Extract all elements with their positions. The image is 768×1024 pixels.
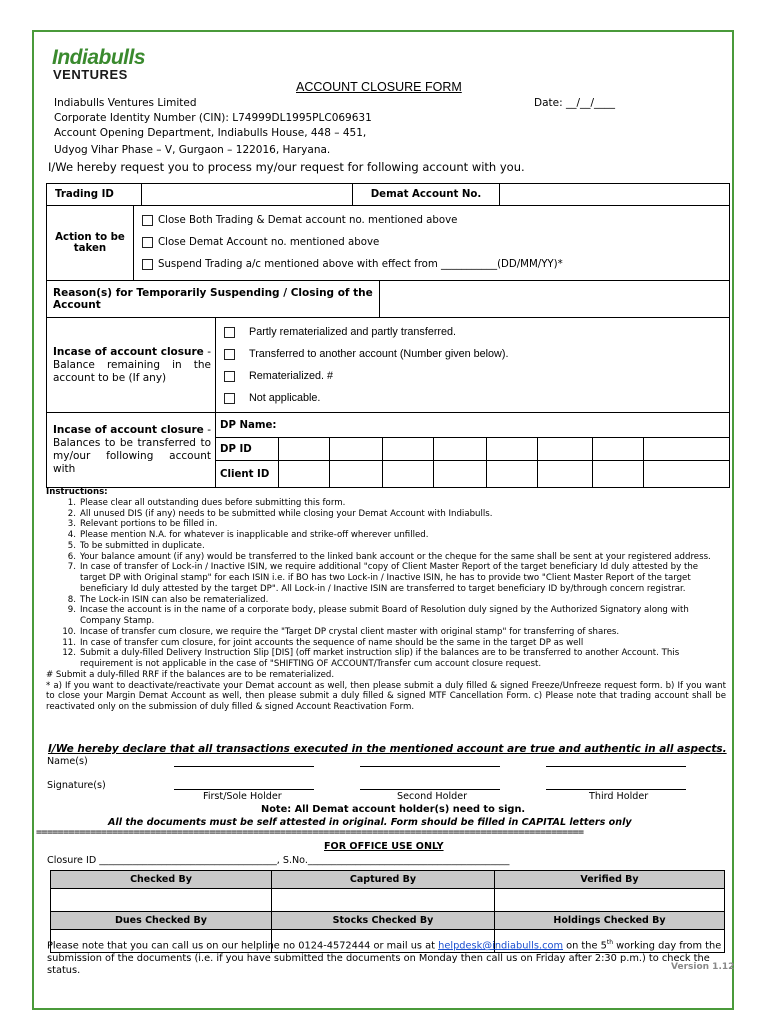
closure-balance-section: [46, 317, 730, 413]
transfer-account-section: [46, 412, 730, 488]
dp-id-box[interactable]: [383, 438, 434, 461]
form-title: ACCOUNT CLOSURE FORM: [296, 80, 462, 94]
trading-id-input[interactable]: [142, 184, 353, 206]
checkbox[interactable]: [224, 393, 235, 404]
checkbox[interactable]: [142, 237, 153, 248]
header-checked-by: Checked By: [51, 871, 272, 889]
instruction-text: Relevant portions to be filled in.: [80, 519, 218, 530]
client-id-box[interactable]: [434, 461, 487, 488]
note-rematerialize: # Submit a duly-filled RRF if the balances are to be rematerialized.: [46, 669, 335, 680]
header-dues-checked-by: Dues Checked By: [51, 912, 272, 930]
instruction-number: 3.: [67, 519, 76, 530]
dp-id-box[interactable]: [487, 438, 538, 461]
instruction-number: 11.: [62, 637, 76, 648]
instruction-text: Submit a duly-filled Delivery Instruction Slip [DIS] (off market instruction slip) if the balances are to be transferred to another Account. This requirement is not applicable in the case of "SHIFTING OF ACCOUNT/Transfer cum account closure request.: [80, 648, 680, 669]
checkbox[interactable]: [142, 215, 153, 226]
name-line-first[interactable]: [174, 766, 314, 767]
signature-note: Note: All Demat account holder(s) need to sign.: [261, 804, 526, 815]
instruction-item: [46, 627, 726, 638]
holder-label-second: Second Holder: [397, 791, 468, 802]
closure-balance-label: Incase of account closure -Balance remaining in the account to be (If any): [47, 318, 216, 413]
reason-input[interactable]: [380, 281, 730, 318]
instruction-text: Incase the account is in the name of a corporate body, please submit Board of Resolution duly signed by the Authorized Signatory along with Company Stamp.: [80, 605, 689, 626]
instruction-number: 10.: [62, 626, 76, 637]
dp-id-box[interactable]: [330, 438, 383, 461]
instruction-number: 4.: [67, 530, 76, 540]
instruction-item: [46, 541, 726, 552]
helpdesk-email-link[interactable]: helpdesk@indiabulls.com: [438, 940, 563, 952]
instruction-item: [46, 638, 726, 649]
action-option-suspend-trading[interactable]: Suspend Trading a/c mentioned above with effect from ___________(DD/MM/YY)*: [142, 254, 729, 276]
closure-option-rematerialized[interactable]: Rematerialized. #: [224, 365, 729, 387]
signature-line-second[interactable]: [360, 789, 500, 790]
instructions-list: [46, 498, 726, 670]
action-option-close-demat[interactable]: Close Demat Account no. mentioned above: [142, 232, 729, 254]
version-label: Version 1.12: [671, 962, 735, 972]
request-statement: I/We hereby request you to process my/our request for following account with you.: [48, 160, 525, 174]
instruction-number: 2.: [67, 508, 76, 519]
client-id-box[interactable]: [593, 461, 644, 488]
instruction-number: 12.: [62, 648, 76, 659]
dp-id-box[interactable]: [593, 438, 644, 461]
closure-option-partly[interactable]: Partly rematerialized and partly transferred.: [224, 321, 729, 343]
company-cin: Corporate Identity Number (CIN): L74999DL1995PLC069631: [54, 112, 372, 124]
instruction-text: The Lock-in ISIN can also be rematerialized.: [80, 594, 269, 605]
instruction-number: 6.: [67, 551, 76, 562]
instruction-number: 5.: [67, 540, 76, 551]
office-use-title: FOR OFFICE USE ONLY: [324, 841, 444, 852]
brand-logo-subtitle: VENTURES: [53, 67, 128, 82]
helpline-footer: Please note that you can call us on our helpline no 0124-4572444 or mail us at helpdesk@indiabulls.com on the 5th working day from the submission of the documents (i.e. if you have submitted the documents on Monday then call us on Friday after 2:30 p.m.) to check the status.: [47, 939, 722, 976]
dp-id-box[interactable]: [644, 438, 730, 461]
brand-logo-wordmark: Indiabulls: [52, 46, 146, 69]
dp-name-field[interactable]: DP Name:: [216, 413, 730, 438]
closure-id-line[interactable]: Closure ID _____________________________________, S.No.__________________________________________: [47, 855, 510, 866]
closure-option-not-applicable[interactable]: Not applicable.: [224, 387, 729, 409]
account-ids-row: [46, 183, 730, 206]
checkbox[interactable]: [224, 371, 235, 382]
instruction-item: [46, 552, 726, 563]
instruction-item: [46, 648, 726, 670]
signatures-label: Signature(s): [47, 780, 106, 791]
date-field[interactable]: Date: __/__/____: [534, 97, 616, 109]
dp-id-box[interactable]: [538, 438, 593, 461]
instruction-text: Incase of transfer cum closure, we require the "Target DP crystal client master with original stamp" for transferring of shares.: [80, 626, 620, 637]
instruction-text: In case of transfer cum closure, for joint accounts the sequence of name should be the same in the target DP as well: [80, 637, 584, 648]
instruction-text: Please clear all outstanding dues before submitting this form.: [80, 497, 346, 508]
demat-account-label: Demat Account No.: [353, 184, 500, 206]
action-section: [46, 205, 730, 281]
checked-by-cell[interactable]: [51, 889, 272, 912]
client-id-box[interactable]: [644, 461, 730, 488]
dp-id-box[interactable]: [279, 438, 330, 461]
client-id-label: Client ID: [216, 461, 279, 488]
client-id-box[interactable]: [487, 461, 538, 488]
instruction-text: In case of transfer of Lock-in / Inactive ISIN, we require additional "copy of Client Master Report of the target beneficiary Id duly attested by the target DP with Original stamp" for each ISIN i.e. if BO has two Lock-in / Inactive ISIN, he has to provide two "Client Master Report of the target beneficiary Id duly attested by the target DP". All Lock-in / Inactive ISIN are transferred to target beneficiary ID by/through concern registrar.: [80, 562, 699, 594]
action-label: Action to be taken: [47, 206, 134, 281]
header-captured-by: Captured By: [272, 871, 495, 889]
instruction-number: 8.: [67, 594, 76, 605]
checkbox[interactable]: [224, 349, 235, 360]
header-verified-by: Verified By: [495, 871, 725, 889]
names-label: Name(s): [47, 756, 88, 767]
holder-label-third: Third Holder: [589, 791, 649, 802]
client-id-box[interactable]: [538, 461, 593, 488]
instruction-item: [46, 530, 726, 541]
dp-id-label: DP ID: [216, 438, 279, 461]
instruction-item: [46, 605, 726, 627]
signature-line-third[interactable]: [546, 789, 686, 790]
instruction-item: [46, 562, 726, 594]
holder-label-first: First/Sole Holder: [203, 791, 282, 802]
trading-id-label: Trading ID: [47, 184, 142, 206]
reason-label: Reason(s) for Temporarily Suspending / Closing of the Account: [47, 281, 380, 318]
verified-by-cell[interactable]: [495, 889, 725, 912]
reason-section: [46, 280, 730, 318]
instruction-item: [46, 509, 726, 520]
company-name: Indiabulls Ventures Limited: [54, 97, 197, 109]
signature-line-first[interactable]: [174, 789, 314, 790]
captured-by-cell[interactable]: [272, 889, 495, 912]
instruction-item: [46, 498, 726, 509]
instruction-item: [46, 595, 726, 606]
checkbox[interactable]: [142, 259, 153, 270]
instruction-number: 1.: [67, 497, 76, 508]
separator-line: =====================================================================================================: [36, 827, 584, 838]
client-id-box[interactable]: [330, 461, 383, 488]
company-address-line1: Account Opening Department, Indiabulls House, 448 – 451,: [54, 127, 367, 139]
instruction-text: All unused DIS (if any) needs to be submitted while closing your Demat Account with Indiabulls.: [80, 508, 493, 519]
instructions-block: [46, 487, 726, 713]
attestation-note: All the documents must be self attested in original. Form should be filled in CAPITAL letters only: [108, 817, 632, 828]
dp-id-box[interactable]: [434, 438, 487, 461]
instruction-item: [46, 519, 726, 530]
client-id-box[interactable]: [383, 461, 434, 488]
instruction-number: 9.: [67, 605, 76, 616]
instruction-number: 7.: [67, 562, 76, 573]
transfer-account-label: Incase of account closure - Balances to be transferred to my/our following account with: [47, 413, 216, 488]
declaration-text: I/We hereby declare that all transactions executed in the mentioned account are true and authentic in all aspects.: [48, 743, 727, 755]
header-holdings-checked-by: Holdings Checked By: [495, 912, 725, 930]
name-line-second[interactable]: [360, 766, 500, 767]
demat-account-input[interactable]: [500, 184, 730, 206]
instruction-text: Your balance amount (if any) would be transferred to the linked bank account or the cheque for the same shall be sent at your registered address.: [80, 551, 711, 562]
instruction-text: Please mention N.A. for whatever is inapplicable and strike-off wherever unfilled.: [80, 530, 429, 540]
note-freeze-margin: * a) If you want to deactivate/reactivate your Demat account as well, then please submit a duly filled & signed Freeze/Unfreeze request form. b) If you want to close your Margin Demat Account as well, then please submit a duly filled & signed MTF Cancellation Form. c) Please note that trading account shall be reactivated only on the submission of duly filled & signed Account Reactivation Form.: [46, 680, 726, 712]
instruction-text: To be submitted in duplicate.: [80, 540, 205, 551]
action-option-close-both[interactable]: Close Both Trading & Demat account no. mentioned above: [142, 210, 729, 232]
company-address-line2: Udyog Vihar Phase – V, Gurgaon – 122016, Haryana.: [54, 144, 331, 156]
closure-option-transferred[interactable]: Transferred to another account (Number given below).: [224, 343, 729, 365]
checkbox[interactable]: [224, 327, 235, 338]
header-stocks-checked-by: Stocks Checked By: [272, 912, 495, 930]
instructions-title: Instructions:: [46, 487, 108, 497]
name-line-third[interactable]: [546, 766, 686, 767]
client-id-box[interactable]: [279, 461, 330, 488]
